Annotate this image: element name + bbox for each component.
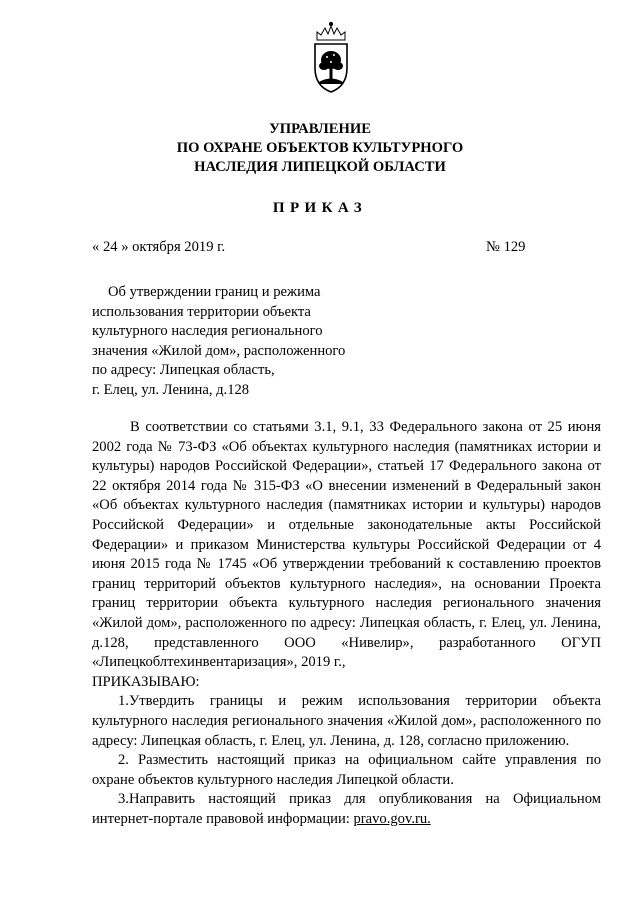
document-date: « 24 » октября 2019 г. (92, 239, 226, 255)
order-word: ПРИКАЗЫВАЮ: (92, 673, 200, 690)
preamble-paragraph: В соответствии со статьями 3.1, 9.1, 33 Федерального закона от 25 июня 2002 года № 73-ФЗ «Об объектах культурного наследия (памятниках истории и культуры) народов Российской Федерации», статьей 17 Федерального закона от 22 октября 2014 года № 315-ФЗ «О внесении изменений в Федеральный закон «Об объектах культурного наследия (памятниках истории и культуры) народов Российской Федерации» и отдельные законодательные акты Российской Федерации» и приказом Министерства культуры Российской Федерации от 4 июня 2015 года № 1745 «Об утверждении требований к составлению проектов границ территорий объектов культурного наследия», на основании Проекта границ территории объекта культурного наследия регионального значения «Жилой дом», расположенного по адресу: Липецкая область, г. Елец, ул. Ленина, д.128, представленного ООО «Нивелир», разработанного ОГУП «Липецкоблтехинвентаризация», 2019 г., (92, 419, 601, 671)
pravo-gov-link[interactable]: pravo.gov.ru. (353, 810, 431, 827)
order-item-1: 1.Утвердить границы и режим использования территории объекта культурного наследия регионального значения «Жилой дом», расположенного по адресу: Липецкая область, г. Елец, ул. Ленина, д. 128, согласно приложению. (92, 693, 601, 749)
organization-name (0, 120, 640, 177)
subject-line: по адресу: Липецкая область, (92, 362, 275, 378)
subject-line: значения «Жилой дом», расположенного (92, 342, 346, 359)
order-item-3-text: 3.Направить настоящий приказ для опубликования на Официальном интернет-портале правовой информации: (92, 791, 601, 827)
subject-line: Об утверждении границ и режима (108, 284, 321, 300)
coat-of-arms-emblem (309, 20, 353, 96)
document-number: № 129 (486, 239, 526, 255)
organization-line: УПРАВЛЕНИЕ (269, 121, 371, 137)
document-subject (92, 283, 392, 400)
subject-line: использования территории объекта (92, 303, 311, 320)
organization-line: НАСЛЕДИЯ ЛИПЕЦКОЙ ОБЛАСТИ (194, 159, 446, 175)
subject-line: культурного наследия регионального (92, 323, 323, 339)
order-item-3 (92, 790, 601, 829)
document-body (92, 418, 601, 829)
organization-line: ПО ОХРАНЕ ОБЪЕКТОВ КУЛЬТУРНОГО (176, 140, 464, 156)
order-item-2: 2. Разместить настоящий приказ на официальном сайте управления по охране объектов культурного наследия Липецкой области. (92, 752, 601, 788)
subject-line: г. Елец, ул. Ленина, д.128 (92, 381, 250, 398)
document-type-heading: ПРИКАЗ (272, 200, 368, 216)
